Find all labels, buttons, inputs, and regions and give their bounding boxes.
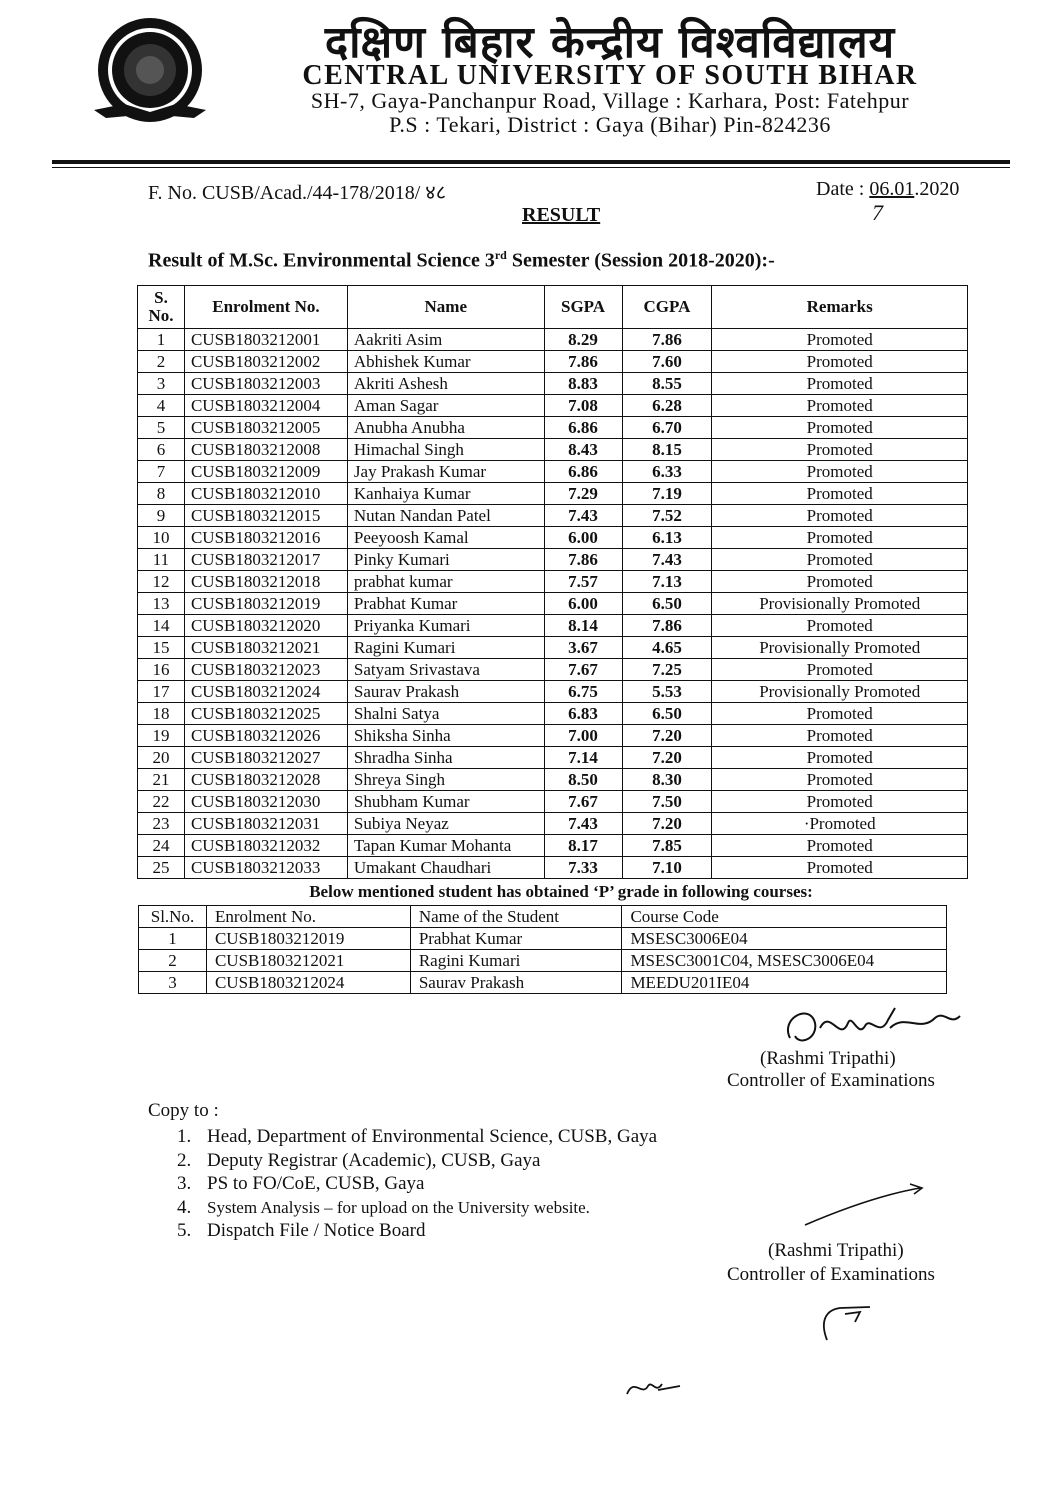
- subtitle-text-end: Semester (Session 2018-2020):-: [506, 249, 775, 272]
- table-row: [138, 593, 968, 615]
- cell-enrolment: CUSB1803212001: [184, 329, 347, 351]
- cell-enrolment: CUSB1803212005: [184, 417, 347, 439]
- cell-name: Aakriti Asim: [347, 329, 544, 351]
- cell-remarks: Promoted: [712, 505, 968, 527]
- subtitle-superscript: rd: [494, 248, 507, 262]
- table-row: [138, 417, 968, 439]
- cell-name: Pinky Kumari: [347, 549, 544, 571]
- cell-remarks: Promoted: [712, 417, 968, 439]
- cell-cgpa: 8.30: [622, 769, 712, 791]
- cell-cgpa: 6.13: [622, 527, 712, 549]
- table-row: [138, 791, 968, 813]
- address-line-2: P.S : Tekari, District : Gaya (Bihar) Pin-824236: [389, 112, 831, 137]
- cell-sno: 20: [138, 747, 185, 769]
- cell-remarks: Promoted: [712, 483, 968, 505]
- pg-cell-name: Prabhat Kumar: [410, 928, 622, 950]
- cell-remarks: Promoted: [712, 329, 968, 351]
- cell-sgpa: 3.67: [544, 637, 622, 659]
- table-row: [138, 615, 968, 637]
- table-row: [138, 637, 968, 659]
- table-row: [138, 527, 968, 549]
- cell-sgpa: 6.86: [544, 417, 622, 439]
- cell-enrolment: CUSB1803212017: [184, 549, 347, 571]
- cell-remarks: Provisionally Promoted: [712, 681, 968, 703]
- cell-name: Kanhaiya Kumar: [347, 483, 544, 505]
- cell-remarks: Promoted: [712, 373, 968, 395]
- cell-sgpa: 7.86: [544, 549, 622, 571]
- table-row: [138, 769, 968, 791]
- cell-sno: 13: [138, 593, 185, 615]
- copy-to-item-text: Deputy Registrar (Academic), CUSB, Gaya: [207, 1150, 541, 1171]
- cell-name: Nutan Nandan Patel: [347, 505, 544, 527]
- cell-name: Ragini Kumari: [347, 637, 544, 659]
- cell-cgpa: 7.86: [622, 329, 712, 351]
- cell-cgpa: 7.85: [622, 835, 712, 857]
- cell-sgpa: 7.67: [544, 791, 622, 813]
- copy-to-item-text: Head, Department of Environmental Science, CUSB, Gaya: [207, 1126, 658, 1147]
- cell-enrolment: CUSB1803212009: [184, 461, 347, 483]
- col-enrolment: Enrolment No.: [184, 286, 347, 329]
- pg-cell-enrolment: CUSB1803212021: [206, 950, 410, 972]
- col-sno: S. No.: [138, 286, 185, 329]
- table-row: [138, 483, 968, 505]
- cell-sno: 14: [138, 615, 185, 637]
- cell-sgpa: 7.29: [544, 483, 622, 505]
- cell-remarks: Promoted: [712, 747, 968, 769]
- cell-cgpa: 5.53: [622, 681, 712, 703]
- cell-sno: 7: [138, 461, 185, 483]
- cell-cgpa: 6.33: [622, 461, 712, 483]
- table-row: [138, 461, 968, 483]
- col-remarks: Remarks: [712, 286, 968, 329]
- handwritten-initial-2: [622, 1372, 682, 1402]
- table-row: [138, 725, 968, 747]
- result-table-header: [138, 286, 968, 329]
- cell-cgpa: 6.50: [622, 593, 712, 615]
- cell-enrolment: CUSB1803212025: [184, 703, 347, 725]
- cell-sgpa: 8.29: [544, 329, 622, 351]
- cell-sno: 25: [138, 857, 185, 879]
- cell-remarks: ·Promoted: [712, 813, 968, 835]
- cell-sgpa: 8.43: [544, 439, 622, 461]
- cell-name: Akriti Ashesh: [347, 373, 544, 395]
- table-row: [138, 439, 968, 461]
- cell-sno: 16: [138, 659, 185, 681]
- table-row: [138, 681, 968, 703]
- subtitle-text: Result of M.Sc. Environmental Science 3: [148, 249, 495, 272]
- cell-sno: 10: [138, 527, 185, 549]
- cell-name: Satyam Srivastava: [347, 659, 544, 681]
- table-row: [138, 659, 968, 681]
- pg-col-enrolment: Enrolment No.: [206, 906, 410, 928]
- pg-col-slno: Sl.No.: [139, 906, 207, 928]
- result-heading: RESULT: [522, 204, 601, 226]
- table-row: [138, 505, 968, 527]
- signatory-name: (Rashmi Tripathi): [760, 1048, 896, 1069]
- cell-enrolment: CUSB1803212030: [184, 791, 347, 813]
- copy-to-label: Copy to :: [148, 1100, 219, 1121]
- col-name: Name: [347, 286, 544, 329]
- cell-cgpa: 7.52: [622, 505, 712, 527]
- cell-cgpa: 7.25: [622, 659, 712, 681]
- cell-cgpa: 7.20: [622, 813, 712, 835]
- cell-sgpa: 8.50: [544, 769, 622, 791]
- cell-cgpa: 7.50: [622, 791, 712, 813]
- pg-cell-course: MSESC3006E04: [622, 928, 947, 950]
- cell-remarks: Promoted: [712, 395, 968, 417]
- cell-cgpa: 6.70: [622, 417, 712, 439]
- copy-to-item-text: Dispatch File / Notice Board: [207, 1220, 426, 1241]
- col-cgpa: CGPA: [622, 286, 712, 329]
- cell-sno: 18: [138, 703, 185, 725]
- document-date: [816, 178, 959, 201]
- cell-cgpa: 7.86: [622, 615, 712, 637]
- pg-cell-course: MEEDU201IE04: [622, 972, 947, 994]
- cell-sno: 11: [138, 549, 185, 571]
- cell-enrolment: CUSB1803212024: [184, 681, 347, 703]
- cell-sgpa: 6.75: [544, 681, 622, 703]
- cell-enrolment: CUSB1803212015: [184, 505, 347, 527]
- cell-sno: 3: [138, 373, 185, 395]
- cell-remarks: Provisionally Promoted: [712, 637, 968, 659]
- cell-remarks: Promoted: [712, 439, 968, 461]
- table-row: [138, 703, 968, 725]
- cell-name: Anubha Anubha: [347, 417, 544, 439]
- handwritten-initial: [815, 1302, 875, 1347]
- cell-name: Shiksha Sinha: [347, 725, 544, 747]
- cell-enrolment: CUSB1803212023: [184, 659, 347, 681]
- pg-cell-course: MSESC3001C04, MSESC3006E04: [622, 950, 947, 972]
- cell-cgpa: 7.20: [622, 747, 712, 769]
- table-row: [138, 747, 968, 769]
- col-sgpa: SGPA: [544, 286, 622, 329]
- cell-remarks: Promoted: [712, 615, 968, 637]
- table-row: [138, 571, 968, 593]
- cell-sgpa: 7.14: [544, 747, 622, 769]
- cell-enrolment: CUSB1803212003: [184, 373, 347, 395]
- cell-sgpa: 6.83: [544, 703, 622, 725]
- cell-sno: 22: [138, 791, 185, 813]
- cell-cgpa: 7.60: [622, 351, 712, 373]
- pg-cell-name: Ragini Kumari: [410, 950, 622, 972]
- cell-sno: 19: [138, 725, 185, 747]
- cell-enrolment: CUSB1803212032: [184, 835, 347, 857]
- cell-cgpa: 8.15: [622, 439, 712, 461]
- table-row: [138, 835, 968, 857]
- copy-to-item: 3. PS to FO/CoE, CUSB, Gaya: [177, 1173, 425, 1194]
- cell-enrolment: CUSB1803212020: [184, 615, 347, 637]
- result-subtitle: [148, 248, 775, 273]
- cell-remarks: Promoted: [712, 549, 968, 571]
- cell-remarks: Promoted: [712, 769, 968, 791]
- handwritten-mark: 7: [872, 200, 883, 225]
- pg-cell-slno: 2: [139, 950, 207, 972]
- cell-sno: 2: [138, 351, 185, 373]
- cell-sno: 9: [138, 505, 185, 527]
- cell-enrolment: CUSB1803212033: [184, 857, 347, 879]
- cell-enrolment: CUSB1803212004: [184, 395, 347, 417]
- cell-enrolment: CUSB1803212016: [184, 527, 347, 549]
- date-year: .2020: [914, 178, 960, 200]
- pgrade-row: [139, 950, 947, 972]
- header-rule-thick: [52, 160, 1010, 164]
- date-label: Date :: [816, 178, 870, 200]
- cell-sno: 23: [138, 813, 185, 835]
- result-table: [137, 285, 968, 879]
- pgrade-note: Below mentioned student has obtained ‘P’ grade in following courses:: [309, 882, 813, 901]
- table-row: [138, 813, 968, 835]
- cell-cgpa: 8.55: [622, 373, 712, 395]
- cell-cgpa: 7.20: [622, 725, 712, 747]
- cell-remarks: Promoted: [712, 857, 968, 879]
- cell-name: Saurav Prakash: [347, 681, 544, 703]
- signatory-title: Controller of Examinations: [727, 1070, 935, 1091]
- cell-sno: 17: [138, 681, 185, 703]
- signatory-title-2: Controller of Examinations: [727, 1264, 935, 1285]
- cell-sgpa: 7.33: [544, 857, 622, 879]
- cell-enrolment: CUSB1803212028: [184, 769, 347, 791]
- pgrade-row: [139, 928, 947, 950]
- cell-cgpa: 6.50: [622, 703, 712, 725]
- cell-name: prabhat kumar: [347, 571, 544, 593]
- cell-cgpa: 7.10: [622, 857, 712, 879]
- cell-name: Peeyoosh Kamal: [347, 527, 544, 549]
- cell-remarks: Promoted: [712, 703, 968, 725]
- cell-remarks: Promoted: [712, 835, 968, 857]
- cell-sgpa: 7.43: [544, 505, 622, 527]
- pgrade-row: [139, 972, 947, 994]
- copy-to-item-text: System Analysis – for upload on the University website.: [207, 1198, 590, 1217]
- cell-name: Subiya Neyaz: [347, 813, 544, 835]
- pg-cell-enrolment: CUSB1803212019: [206, 928, 410, 950]
- cell-remarks: Promoted: [712, 461, 968, 483]
- cell-enrolment: CUSB1803212026: [184, 725, 347, 747]
- cell-cgpa: 7.19: [622, 483, 712, 505]
- cell-enrolment: CUSB1803212027: [184, 747, 347, 769]
- cell-name: Prabhat Kumar: [347, 593, 544, 615]
- cell-sgpa: 7.67: [544, 659, 622, 681]
- copy-to-item: 2. Deputy Registrar (Academic), CUSB, Gaya: [177, 1150, 541, 1171]
- pg-col-course: Course Code: [622, 906, 947, 928]
- copy-to-item: 5. Dispatch File / Notice Board: [177, 1220, 426, 1241]
- address-line-1: SH-7, Gaya-Panchanpur Road, Village : Karhara, Post: Fatehpur: [310, 88, 910, 113]
- cell-sno: 4: [138, 395, 185, 417]
- table-row: [138, 549, 968, 571]
- copy-to-item: 1. Head, Department of Environmental Science, CUSB, Gaya: [177, 1126, 658, 1147]
- cell-name: Tapan Kumar Mohanta: [347, 835, 544, 857]
- cell-cgpa: 4.65: [622, 637, 712, 659]
- cell-enrolment: CUSB1803212002: [184, 351, 347, 373]
- cell-sno: 5: [138, 417, 185, 439]
- university-logo: [94, 14, 206, 126]
- copy-to-item-text: PS to FO/CoE, CUSB, Gaya: [207, 1173, 425, 1194]
- table-row: [138, 857, 968, 879]
- table-row: [138, 329, 968, 351]
- cell-name: Shubham Kumar: [347, 791, 544, 813]
- cell-sno: 15: [138, 637, 185, 659]
- cell-enrolment: CUSB1803212019: [184, 593, 347, 615]
- cell-remarks: Promoted: [712, 791, 968, 813]
- table-row: [138, 395, 968, 417]
- cell-name: Priyanka Kumari: [347, 615, 544, 637]
- cell-name: Umakant Chaudhari: [347, 857, 544, 879]
- cell-name: Jay Prakash Kumar: [347, 461, 544, 483]
- cell-sgpa: 7.00: [544, 725, 622, 747]
- cell-name: Shradha Sinha: [347, 747, 544, 769]
- cell-sno: 6: [138, 439, 185, 461]
- cell-name: Abhishek Kumar: [347, 351, 544, 373]
- cell-cgpa: 6.28: [622, 395, 712, 417]
- cell-name: Aman Sagar: [347, 395, 544, 417]
- cell-enrolment: CUSB1803212010: [184, 483, 347, 505]
- pg-cell-enrolment: CUSB1803212024: [206, 972, 410, 994]
- header-rule-thin: [52, 167, 1010, 168]
- cell-sno: 24: [138, 835, 185, 857]
- cell-remarks: Promoted: [712, 571, 968, 593]
- cell-sgpa: 8.17: [544, 835, 622, 857]
- cell-cgpa: 7.43: [622, 549, 712, 571]
- copy-to-item: 4. System Analysis – for upload on the University website.: [177, 1197, 590, 1218]
- cell-remarks: Provisionally Promoted: [712, 593, 968, 615]
- cell-sgpa: 6.86: [544, 461, 622, 483]
- pg-cell-slno: 3: [139, 972, 207, 994]
- cell-sno: 12: [138, 571, 185, 593]
- pg-cell-name: Saurav Prakash: [410, 972, 622, 994]
- cell-sgpa: 7.86: [544, 351, 622, 373]
- cell-sgpa: 8.83: [544, 373, 622, 395]
- date-day-month: 06.01: [869, 178, 915, 200]
- cell-sgpa: 7.43: [544, 813, 622, 835]
- pgrade-table-header: [139, 906, 947, 928]
- cell-enrolment: CUSB1803212008: [184, 439, 347, 461]
- cell-remarks: Promoted: [712, 659, 968, 681]
- cell-sno: 21: [138, 769, 185, 791]
- pgrade-table: [138, 905, 947, 994]
- table-row: [138, 351, 968, 373]
- cell-sgpa: 6.00: [544, 527, 622, 549]
- cell-sgpa: 7.57: [544, 571, 622, 593]
- file-number: F. No. CUSB/Acad./44-178/2018/ ४८: [148, 182, 447, 204]
- university-name-hindi: दक्षिण बिहार केन्द्रीय विश्वविद्यालय: [324, 17, 896, 68]
- cell-sgpa: 7.08: [544, 395, 622, 417]
- cell-enrolment: CUSB1803212031: [184, 813, 347, 835]
- cell-remarks: Promoted: [712, 527, 968, 549]
- cell-cgpa: 7.13: [622, 571, 712, 593]
- cell-sgpa: 8.14: [544, 615, 622, 637]
- cell-sno: 8: [138, 483, 185, 505]
- cell-name: Shalni Satya: [347, 703, 544, 725]
- pg-cell-slno: 1: [139, 928, 207, 950]
- pg-col-name: Name of the Student: [410, 906, 622, 928]
- cell-sno: 1: [138, 329, 185, 351]
- cell-remarks: Promoted: [712, 725, 968, 747]
- table-row: [138, 373, 968, 395]
- signatory-name-2: (Rashmi Tripathi): [768, 1240, 904, 1261]
- cell-remarks: Promoted: [712, 351, 968, 373]
- cell-name: Shreya Singh: [347, 769, 544, 791]
- cell-enrolment: CUSB1803212021: [184, 637, 347, 659]
- cell-enrolment: CUSB1803212018: [184, 571, 347, 593]
- university-name-english: CENTRAL UNIVERSITY OF SOUTH BIHAR: [302, 60, 918, 91]
- initial-signature-image: [800, 1180, 930, 1230]
- cell-sgpa: 6.00: [544, 593, 622, 615]
- cell-name: Himachal Singh: [347, 439, 544, 461]
